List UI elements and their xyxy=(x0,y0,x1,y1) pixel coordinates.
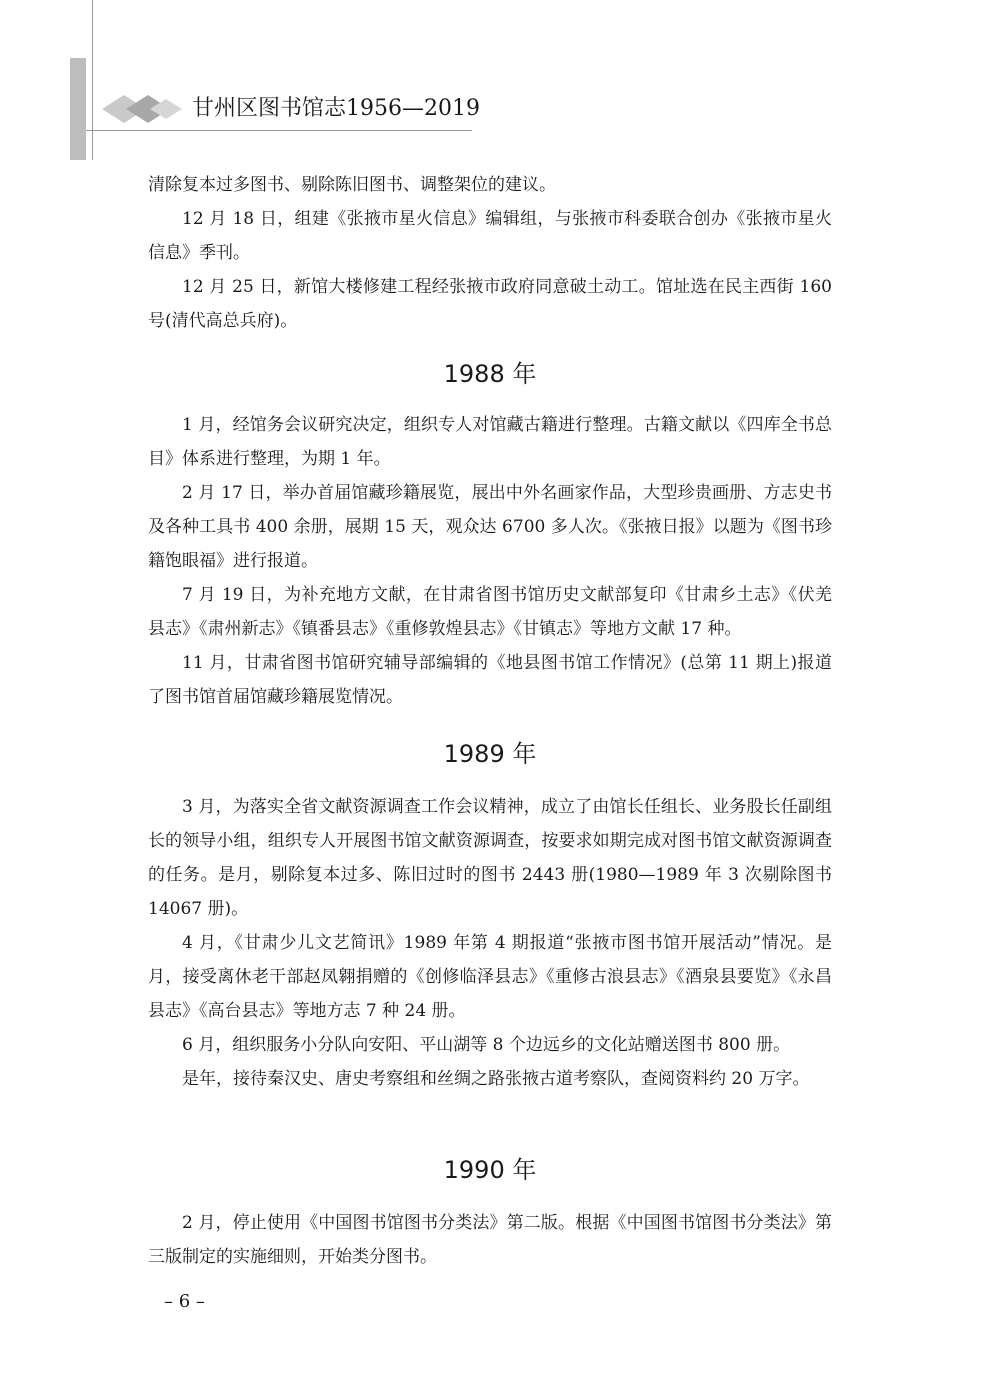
year-heading-1990: 1990 年 xyxy=(443,1156,537,1184)
paragraph: 7 月 19 日，为补充地方文献，在甘肃省图书馆历史文献部复印《甘肃乡土志》《伏羌县志》《肃州新志》《镇番县志》《重修敦煌县志》《甘镇志》等地方文献 17 种。 xyxy=(148,585,832,639)
header-vertical-rule xyxy=(92,0,93,160)
year-heading-1989: 1989 年 xyxy=(443,740,537,768)
paragraph: 3 月，为落实全省文献资源调查工作会议精神，成立了由馆长任组长、业务股长任副组长的领导小组，组织专人开展图书馆文献资源调查，按要求如期完成对图书馆文献资源调查的任务。是月，剔除复本过多、陈旧过时的图书 2443 册(1980—1989 年 3 次剔除图书 14067 册)。 xyxy=(148,797,832,919)
paragraph: 11 月，甘肃省图书馆研究辅导部编辑的《地县图书馆工作情况》(总第 11 期上)报道了图书馆首届馆藏珍籍展览情况。 xyxy=(148,653,832,707)
paragraph: 12 月 25 日，新馆大楼修建工程经张掖市政府同意破土动工。馆址选在民主西街 160 号(清代高总兵府)。 xyxy=(148,277,832,331)
diamond-ornament-icon xyxy=(102,93,182,125)
paragraph: 4 月，《甘肃少儿文艺简讯》1989 年第 4 期报道“张掖市图书馆开展活动”情况。是月，接受离休老干部赵凤翱捐赠的《创修临泽县志》《重修古浪县志》《酒泉县要览》《永昌县志》《高台县志》等地方志 7 种 24 册。 xyxy=(148,933,832,1021)
header-horizontal-rule xyxy=(86,130,472,131)
paragraph: 是年，接待秦汉史、唐史考察组和丝绸之路张掖古道考察队，查阅资料约 20 万字。 xyxy=(182,1069,810,1089)
page-number: – 6 – xyxy=(164,1291,205,1312)
section-1990 xyxy=(148,1206,832,1274)
running-header-title: 甘州区图书馆志1956—2019 xyxy=(192,96,480,121)
paragraph: 12 月 18 日，组建《张掖市星火信息》编辑组，与张掖市科委联合创办《张掖市星火信息》季刊。 xyxy=(148,209,832,263)
paragraph: 2 月，停止使用《中国图书馆图书分类法》第二版。根据《中国图书馆图书分类法》第三版制定的实施细则，开始类分图书。 xyxy=(148,1213,832,1267)
header-gray-bar xyxy=(70,58,86,160)
paragraph: 6 月，组织服务小分队向安阳、平山湖等 8 个边远乡的文化站赠送图书 800 册。 xyxy=(182,1035,791,1055)
section-1989 xyxy=(148,790,832,1096)
section-1988 xyxy=(148,408,832,714)
year-heading-1988: 1988 年 xyxy=(443,360,537,388)
intro-block xyxy=(148,168,832,338)
paragraph: 清除复本过多图书、剔除陈旧图书、调整架位的建议。 xyxy=(148,175,556,195)
paragraph: 2 月 17 日，举办首届馆藏珍籍展览，展出中外名画家作品，大型珍贵画册、方志史书及各种工具书 400 余册，展期 15 天，观众达 6700 多人次。《张掖日报》以题为《图书珍籍饱眼福》进行报道。 xyxy=(148,483,832,571)
paragraph: 1 月，经馆务会议研究决定，组织专人对馆藏古籍进行整理。古籍文献以《四库全书总目》体系进行整理，为期 1 年。 xyxy=(148,415,832,469)
